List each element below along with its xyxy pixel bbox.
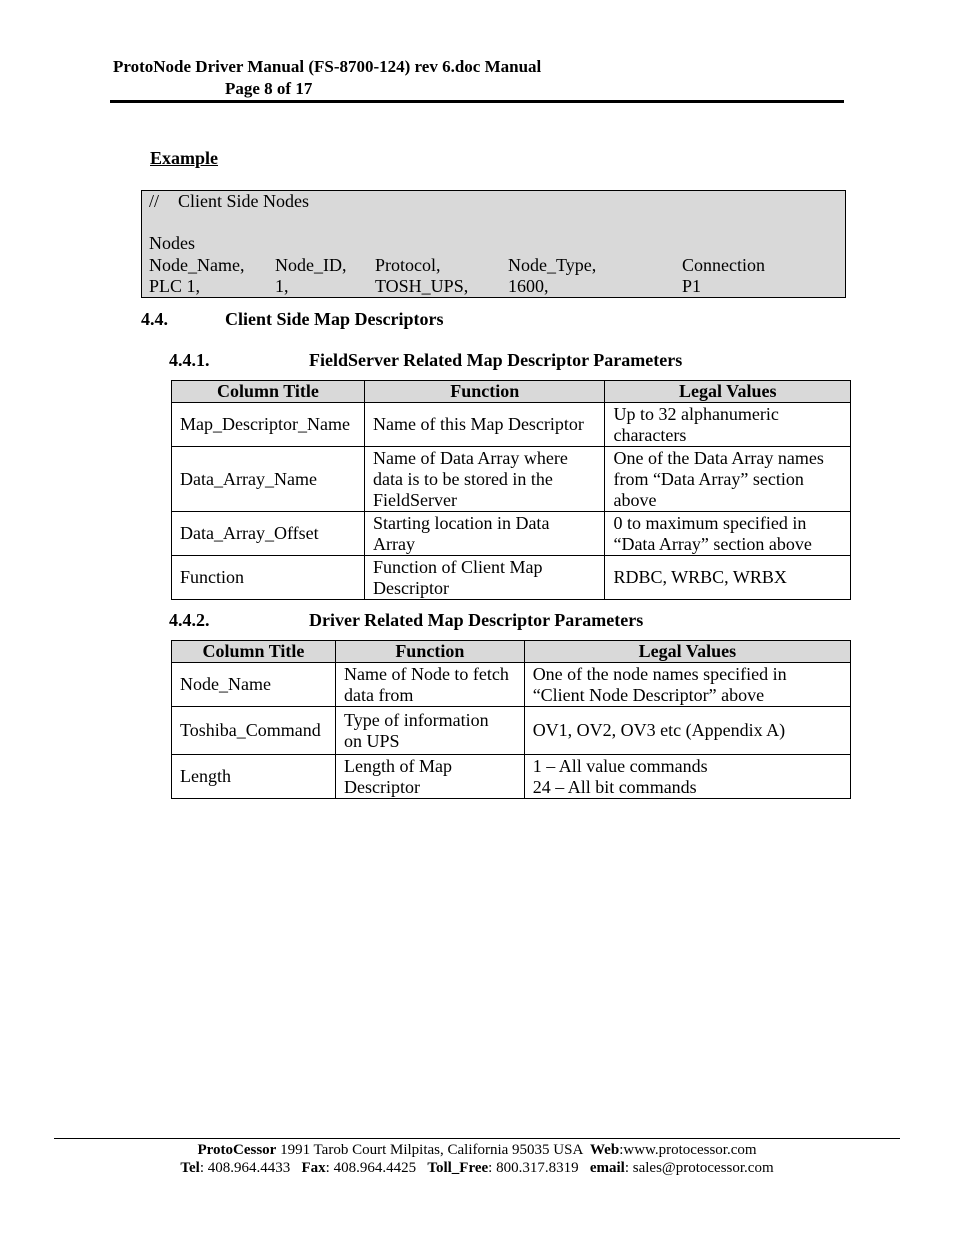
section-4-4-2-title: Driver Related Map Descriptor Parameters (309, 610, 644, 630)
table-header-row (172, 381, 851, 403)
table-cell: Map_Descriptor_Name (172, 403, 365, 447)
table-row (172, 755, 851, 799)
table-cell: Length of Map Descriptor (335, 755, 524, 799)
section-4-4-number: 4.4. (141, 309, 168, 329)
table-cell: Name of Node to fetch data from (335, 663, 524, 707)
column-header: Function (335, 641, 524, 663)
column-header: Legal Values (524, 641, 850, 663)
table-cell: 0 to maximum specified in “Data Array” section above (605, 512, 851, 556)
code-val-protocol: TOSH_UPS, (375, 276, 469, 296)
code-val-node-type: 1600, (508, 276, 549, 296)
code-col-connection: Connection (682, 255, 765, 275)
footer-web-label: Web (590, 1142, 620, 1158)
code-col-protocol: Protocol, (375, 255, 441, 275)
table-row (172, 512, 851, 556)
fieldserver-parameters-table (171, 380, 851, 600)
footer-tel-label: Tel (180, 1160, 200, 1176)
footer-toll-value: : 800.317.8319 (488, 1160, 579, 1176)
table-cell: Data_Array_Offset (172, 512, 365, 556)
table-cell: Function of Client Map Descriptor (364, 556, 604, 600)
footer-address: 1991 Tarob Court Milpitas, California 95035 USA (280, 1142, 583, 1158)
table-cell: Starting location in Data Array (364, 512, 604, 556)
code-comment-text: Client Side Nodes (178, 191, 309, 211)
footer-toll-label: Toll_Free (427, 1160, 489, 1176)
table-cell: RDBC, WRBC, WRBX (605, 556, 851, 600)
column-header: Function (364, 381, 604, 403)
section-4-4-title: Client Side Map Descriptors (225, 309, 444, 329)
header-rule (110, 100, 844, 103)
driver-parameters-table (171, 640, 851, 799)
page-number: Page 8 of 17 (225, 79, 313, 98)
footer-email-value: : sales@protocessor.com (624, 1160, 774, 1176)
table-header-row (172, 641, 851, 663)
code-section-nodes: Nodes (149, 233, 195, 253)
table-cell: Name of Data Array where data is to be stored in the FieldServer (364, 447, 604, 512)
table-cell: Toshiba_Command (172, 707, 336, 755)
footer-address-line (0, 1142, 954, 1159)
table-cell: Node_Name (172, 663, 336, 707)
example-code-box (141, 190, 846, 298)
table-cell: Up to 32 alphanumeric characters (605, 403, 851, 447)
table-cell: Function (172, 556, 365, 600)
section-4-4-1-number: 4.4.1. (169, 350, 210, 370)
table-row (172, 403, 851, 447)
table-row (172, 707, 851, 755)
code-col-node-id: Node_ID, (275, 255, 347, 275)
table-row (172, 663, 851, 707)
column-header: Column Title (172, 381, 365, 403)
table-cell: Data_Array_Name (172, 447, 365, 512)
table-cell: OV1, OV2, OV3 etc (Appendix A) (524, 707, 850, 755)
code-val-connection: P1 (682, 276, 702, 296)
document-title: ProtoNode Driver Manual (FS-8700-124) rev 6.doc Manual (113, 57, 542, 76)
code-col-node-name: Node_Name, (149, 255, 245, 275)
code-col-node-type: Node_Type, (508, 255, 597, 275)
table-cell: Type of information on UPS (335, 707, 524, 755)
footer-rule (54, 1138, 900, 1139)
table-cell: Length (172, 755, 336, 799)
code-comment-slashes: // (149, 191, 160, 211)
footer-email-label: email (589, 1160, 625, 1176)
section-4-4-2-number: 4.4.2. (169, 610, 210, 630)
footer-fax-value: : 408.964.4425 (325, 1160, 417, 1176)
footer-company: ProtoCessor (197, 1142, 277, 1158)
column-header: Column Title (172, 641, 336, 663)
table-row (172, 447, 851, 512)
footer-contact-line (0, 1160, 954, 1177)
table-cell: One of the Data Array names from “Data Array” section above (605, 447, 851, 512)
table-row (172, 556, 851, 600)
code-val-node-name: PLC 1, (149, 276, 201, 296)
column-header: Legal Values (605, 381, 851, 403)
table-cell: 1 – All value commands 24 – All bit commands (524, 755, 850, 799)
code-val-node-id: 1, (275, 276, 289, 296)
section-4-4-1-title: FieldServer Related Map Descriptor Parameters (309, 350, 683, 370)
example-heading: Example (150, 148, 219, 168)
footer-fax-label: Fax (301, 1160, 326, 1176)
table-cell: One of the node names specified in “Client Node Descriptor” above (524, 663, 850, 707)
footer-web-value: :www.protocessor.com (619, 1142, 757, 1158)
footer-tel-value: : 408.964.4433 (199, 1160, 291, 1176)
table-cell: Name of this Map Descriptor (364, 403, 604, 447)
